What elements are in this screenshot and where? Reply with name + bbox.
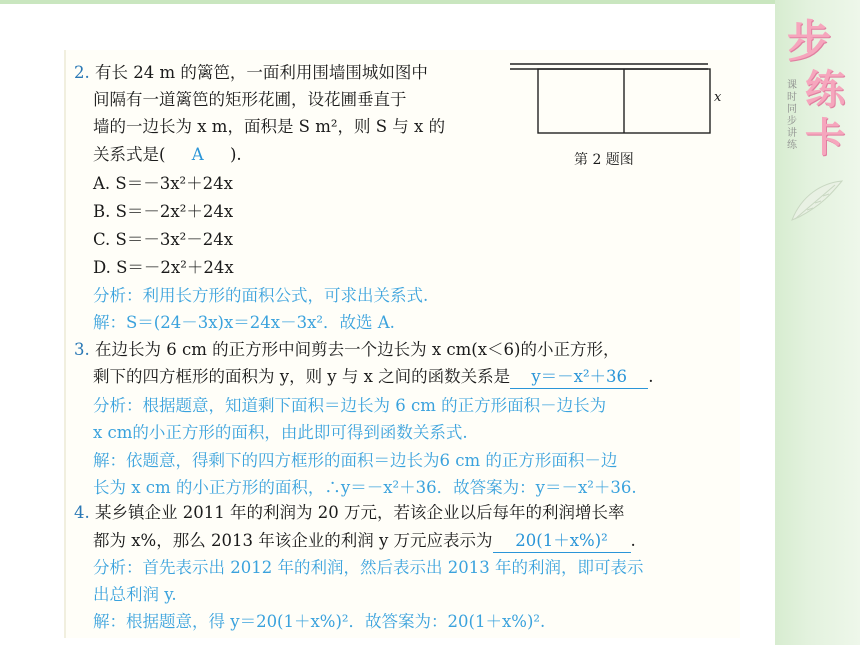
q4-number: 4. bbox=[74, 503, 90, 522]
q2-line-3: 墙的一边长为 x m，面积是 S m²，则 S 与 x 的 bbox=[93, 117, 446, 136]
q3-analysis-2: x cm的小正方形的面积，由此即可得到函数关系式. bbox=[93, 423, 468, 442]
figure-caption: 第 2 题图 bbox=[574, 152, 634, 168]
feather-decoration-icon bbox=[787, 175, 847, 225]
brand-subtitle: 课时同步讲练 bbox=[787, 80, 797, 151]
q3-solution-1: 解：依题意，得剩下的四方框形的面积＝边长为6 cm 的正方形面积－边 bbox=[93, 451, 618, 470]
brand-char-2: 练 bbox=[805, 67, 845, 113]
q4-analysis-1: 分析：首先表示出 2012 年的利润，然后表示出 2013 年的利润，即可表示 bbox=[93, 558, 644, 577]
brand-char-1: 步 bbox=[787, 16, 831, 67]
q2-option-c: C. S＝－3x²－24x bbox=[93, 230, 234, 249]
brand-logo bbox=[785, 16, 850, 170]
q2-line-2: 间隔有一道篱笆的矩形花圃，设花圃垂直于 bbox=[93, 90, 407, 109]
q2-line-1: 2. 有长 24 m 的篱笆，一面利用围墙围城如图中 bbox=[74, 63, 428, 82]
q2-answer: A bbox=[191, 145, 204, 164]
q4-answer-blank: 20(1＋x%)² bbox=[493, 530, 631, 553]
q4-analysis-2: 出总利润 y. bbox=[93, 585, 177, 604]
figure-side-label: x bbox=[714, 90, 722, 105]
q2-option-a: A. S＝－3x²＋24x bbox=[93, 174, 233, 193]
q2-option-d: D. S＝－2x²＋24x bbox=[93, 258, 234, 277]
q4-line-1: 4. 某乡镇企业 2011 年的利润为 20 万元，若该企业以后每年的利润增长率 bbox=[74, 503, 625, 522]
q4-solution: 解：根据题意，得 y＝20(1＋x%)²．故答案为：20(1＋x%)². bbox=[93, 612, 546, 631]
q3-analysis-1: 分析：根据题意，知道剩下面积＝边长为 6 cm 的正方形面积－边长为 bbox=[93, 396, 607, 415]
q3-solution-2: 长为 x cm 的小正方形的面积，∴y＝－x²＋36．故答案为：y＝－x²＋36. bbox=[93, 478, 637, 497]
q2-option-b: B. S＝－2x²＋24x bbox=[93, 202, 234, 221]
q4-line-2: 都为 x%，那么 2013 年该企业的利润 y 万元应表示为 20(1＋x%)² . bbox=[93, 530, 636, 553]
q2-number: 2. bbox=[74, 63, 90, 82]
top-rule bbox=[0, 0, 775, 4]
q3-line-2: 剩下的四方框形的面积为 y，则 y 与 x 之间的函数关系是 y＝－x²＋36 . bbox=[93, 366, 653, 389]
q3-answer-blank: y＝－x²＋36 bbox=[510, 366, 648, 389]
sidebar bbox=[775, 0, 860, 645]
q2-line-4: 关系式是( A ). bbox=[93, 145, 242, 164]
q2-analysis: 分析：利用长方形的面积公式，可求出关系式. bbox=[93, 286, 429, 305]
q3-line-1: 3. 在边长为 6 cm 的正方形中间剪去一个边长为 x cm(x＜6)的小正方形， bbox=[74, 340, 620, 359]
q3-number: 3. bbox=[74, 340, 90, 359]
brand-char-3: 卡 bbox=[805, 115, 845, 161]
q2-solution: 解：S＝(24－3x)x＝24x－3x²．故选 A. bbox=[93, 313, 395, 332]
